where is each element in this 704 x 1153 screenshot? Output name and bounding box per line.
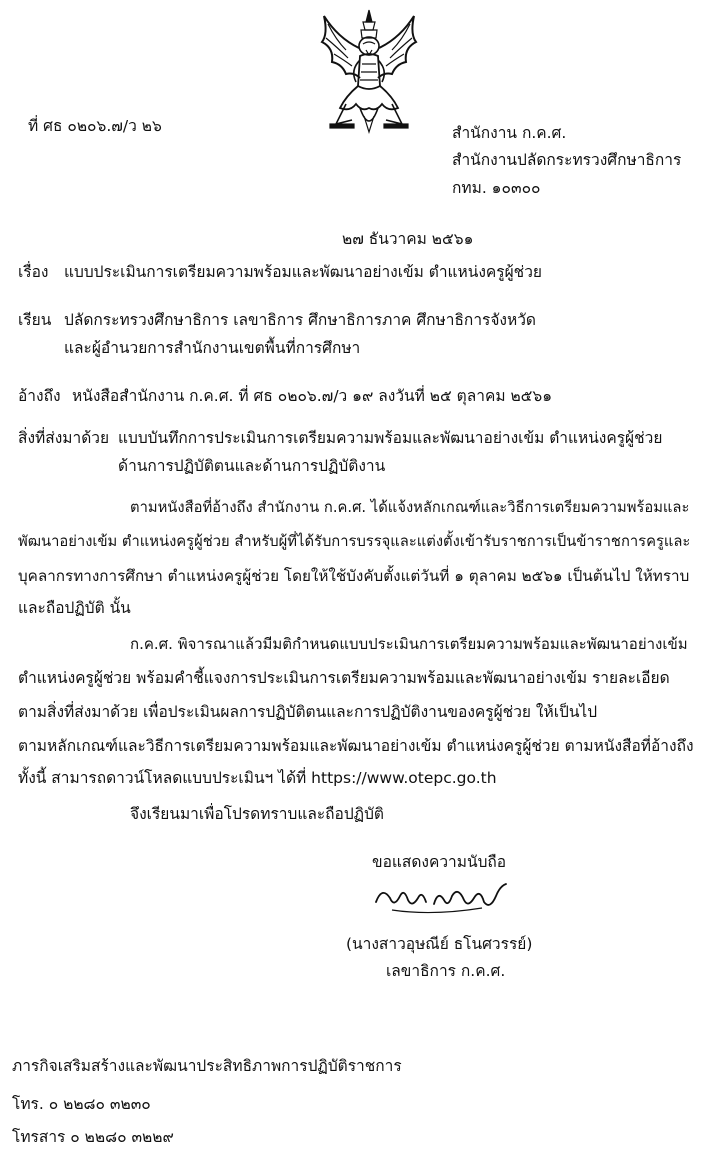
recipient-line-2: และผู้อำนวยการสำนักงานเขตพื้นที่การศึกษา bbox=[64, 339, 361, 357]
subject-text: แบบประเมินการเตรียมความพร้อมและพัฒนาอย่างเข้ม ตำแหน่งครูผู้ช่วย bbox=[64, 263, 542, 281]
recipient-label: เรียน bbox=[18, 311, 52, 329]
enclosure-line-1: แบบบันทึกการประเมินการเตรียมความพร้อมและพัฒนาอย่างเข้ม ตำแหน่งครูผู้ช่วย bbox=[118, 429, 663, 447]
paragraph-2-line-5: ทั้งนี้ สามารถดาวน์โหลดแบบประเมินฯ ได้ที่ https://www.otepc.go.th bbox=[18, 769, 497, 787]
footer-phone: โทร. ๐ ๒๒๘๐ ๓๒๓๐ bbox=[12, 1095, 151, 1113]
office-department: สำนักงานปลัดกระทรวงศึกษาธิการ bbox=[452, 151, 682, 169]
closing-request: จึงเรียนมาเพื่อโปรดทราบและถือปฏิบัติ bbox=[130, 805, 384, 823]
paragraph-1-line-4: และถือปฏิบัติ นั้น bbox=[18, 599, 131, 617]
footer-fax: โทรสาร ๐ ๒๒๘๐ ๓๒๒๙ bbox=[12, 1128, 174, 1146]
subject-label: เรื่อง bbox=[18, 263, 49, 281]
office-postal-address: กทม. ๑๐๓๐๐ bbox=[452, 179, 541, 197]
closing-salutation: ขอแสดงความนับถือ bbox=[372, 853, 507, 871]
document-date: ๒๗ ธันวาคม ๒๕๖๑ bbox=[342, 230, 474, 248]
garuda-emblem bbox=[316, 8, 422, 140]
reference-text: หนังสือสำนักงาน ก.ค.ศ. ที่ ศธ ๐๒๐๖.๗/ว ๑๙ ลงวันที่ ๒๕ ตุลาคม ๒๕๖๑ bbox=[72, 387, 553, 405]
signatory-name: (นางสาวอุษณีย์ ธโนศวรรย์) bbox=[346, 935, 533, 953]
footer-unit: ภารกิจเสริมสร้างและพัฒนาประสิทธิภาพการปฏิบัติราชการ bbox=[12, 1057, 402, 1075]
paragraph-2-line-1: ก.ค.ศ. พิจารณาแล้วมีมติกำหนดแบบประเมินการเตรียมความพร้อมและพัฒนาอย่างเข้ม bbox=[130, 635, 688, 653]
paragraph-2-line-3: ตามสิ่งที่ส่งมาด้วย เพื่อประเมินผลการปฏิบัติตนและการปฏิบัติงานของครูผู้ช่วย ให้เป็นไป bbox=[18, 703, 598, 721]
reference-label: อ้างถึง bbox=[18, 387, 61, 405]
enclosure-label: สิ่งที่ส่งมาด้วย bbox=[18, 429, 110, 447]
office-name: สำนักงาน ก.ค.ศ. bbox=[452, 124, 567, 142]
handwritten-signature bbox=[372, 878, 512, 918]
paragraph-2-line-4: ตามหลักเกณฑ์และวิธีการเตรียมความพร้อมและพัฒนาอย่างเข้ม ตำแหน่งครูผู้ช่วย ตามหนังสือที่อ้างถึง bbox=[18, 737, 694, 755]
paragraph-2-line-2: ตำแหน่งครูผู้ช่วย พร้อมคำชี้แจงการประเมินการเตรียมความพร้อมและพัฒนาอย่างเข้ม รายละเอียด bbox=[18, 669, 670, 687]
recipient-line-1: ปลัดกระทรวงศึกษาธิการ เลขาธิการ ศึกษาธิการภาค ศึกษาธิการจังหวัด bbox=[64, 311, 536, 329]
paragraph-1-line-2: พัฒนาอย่างเข้ม ตำแหน่งครูผู้ช่วย สำหรับผู้ที่ได้รับการบรรจุและแต่งตั้งเข้ารับราชการเป็นข้าราชการครูและ bbox=[18, 533, 691, 550]
enclosure-line-2: ด้านการปฏิบัติตนและด้านการปฏิบัติงาน bbox=[118, 457, 386, 475]
paragraph-1-line-1: ตามหนังสือที่อ้างถึง สำนักงาน ก.ค.ศ. ได้แจ้งหลักเกณฑ์และวิธีการเตรียมความพร้อมและ bbox=[130, 499, 690, 516]
document-reference-number: ที่ ศธ ๐๒๐๖.๗/ว ๒๖ bbox=[28, 117, 162, 135]
signatory-position: เลขาธิการ ก.ค.ศ. bbox=[386, 962, 506, 980]
paragraph-1-line-3: บุคลากรทางการศึกษา ตำแหน่งครูผู้ช่วย โดยให้ใช้บังคับตั้งแต่วันที่ ๑ ตุลาคม ๒๕๖๑ เป็นต้นไป ให้ทราบ bbox=[18, 567, 690, 585]
